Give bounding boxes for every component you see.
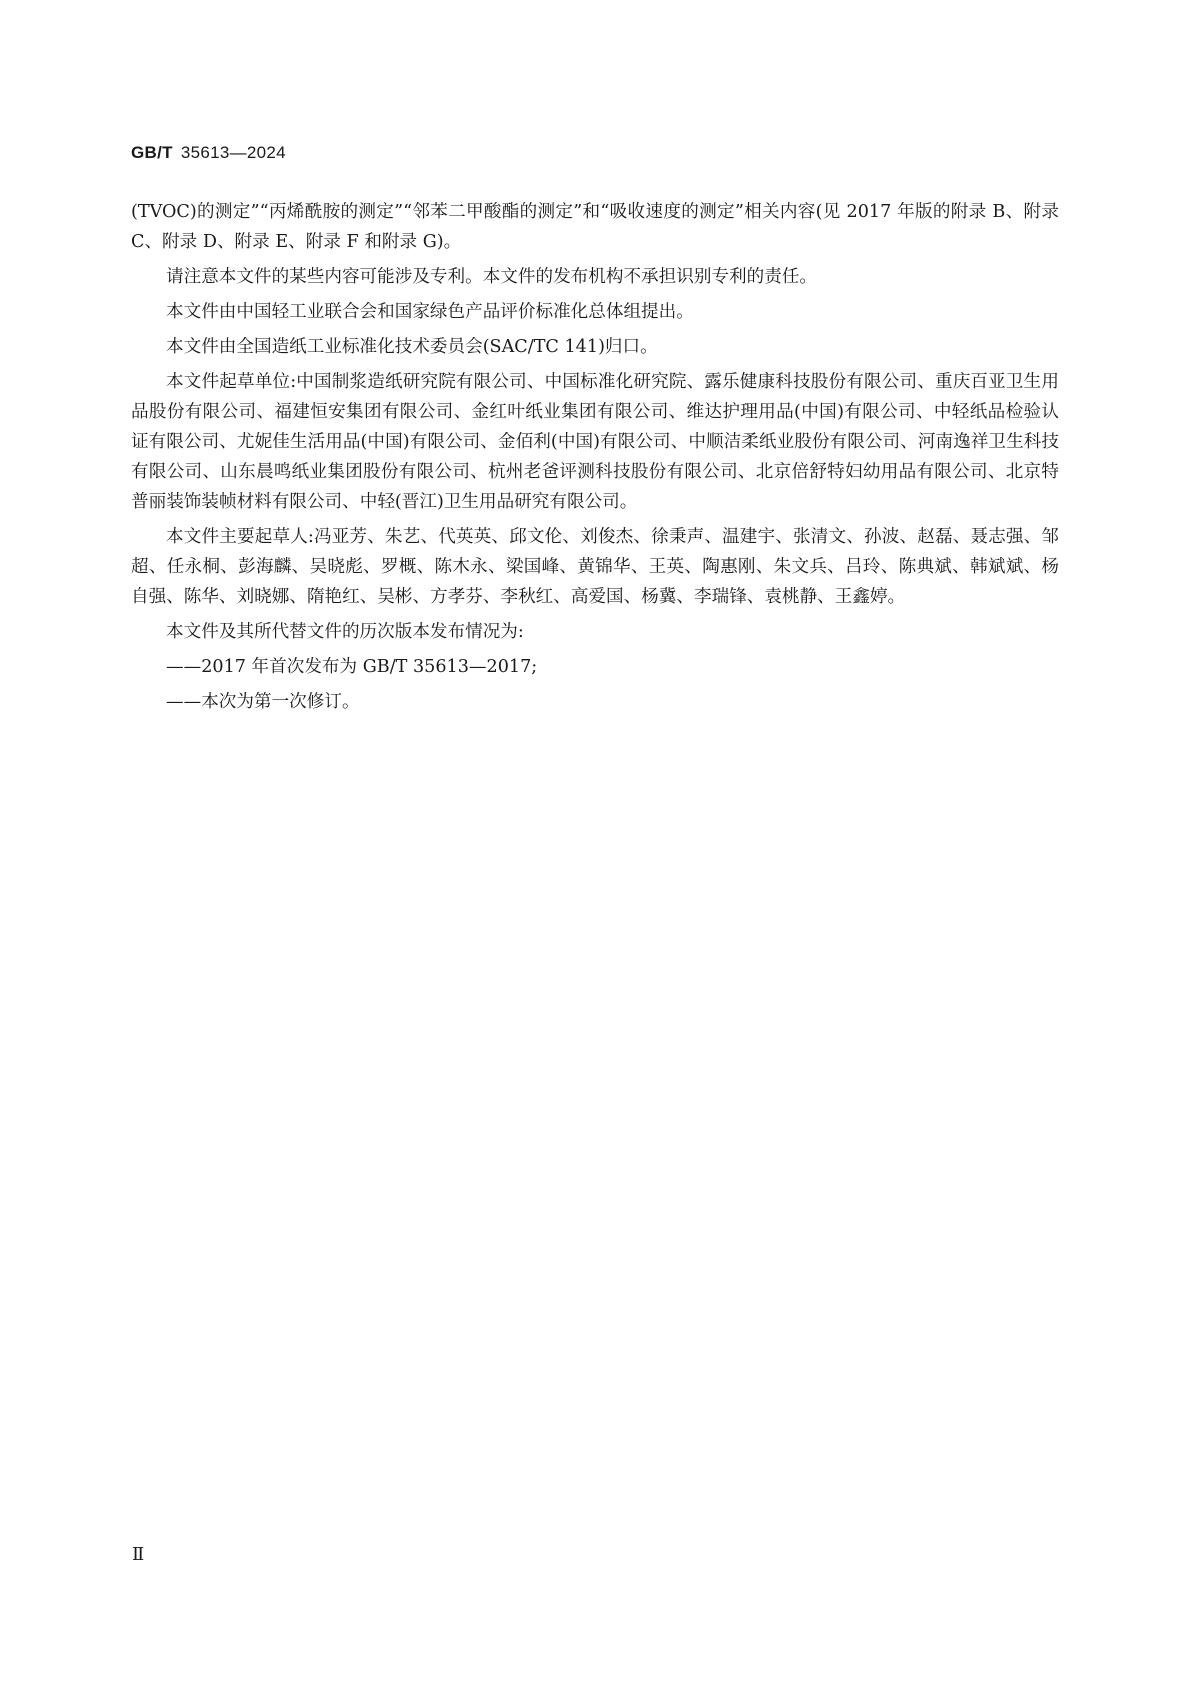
paragraph-continuation: (TVOC)的测定”“丙烯酰胺的测定”“邻苯二甲酸酯的测定”和“吸收速度的测定”相关内容(见 2017 年版的附录 B、附录 C、附录 D、附录 E、附录 F 和附录 G)。 <box>131 202 1059 252</box>
list-item-revision: ——本次为第一次修订。 <box>166 692 360 712</box>
paragraph-version-history: 本文件及其所代替文件的历次版本发布情况为: <box>166 622 524 642</box>
standard-code: GB/T <box>131 143 173 162</box>
standard-number: 35613—2024 <box>180 143 286 162</box>
paragraph-committee: 本文件由全国造纸工业标准化技术委员会(SAC/TC 141)归口。 <box>166 337 658 357</box>
foreword-body <box>131 197 1059 722</box>
list-item-first-release: ——2017 年首次发布为 GB/T 35613—2017; <box>166 657 538 677</box>
paragraph-proposer: 本文件由中国轻工业联合会和国家绿色产品评价标准化总体组提出。 <box>166 302 694 322</box>
paragraph-drafting-units: 本文件起草单位:中国制浆造纸研究院有限公司、中国标准化研究院、露乐健康科技股份有限公司、重庆百亚卫生用品股份有限公司、福建恒安集团有限公司、金红叶纸业集团有限公司、维达护理用品(中国)有限公司、中轻纸品检验认证有限公司、尤妮佳生活用品(中国)有限公司、金佰利(中国)有限公司、中顺洁柔纸业股份有限公司、河南逸祥卫生科技有限公司、山东晨鸣纸业集团股份有限公司、杭州老爸评测科技股份有限公司、北京倍舒特妇幼用品有限公司、北京特普丽装饰装帧材料有限公司、中轻(晋江)卫生用品研究有限公司。 <box>131 372 1059 512</box>
paragraph-patent-notice: 请注意本文件的某些内容可能涉及专利。本文件的发布机构不承担识别专利的责任。 <box>166 267 817 287</box>
document-header <box>131 143 286 163</box>
page-number: Ⅱ <box>132 1544 145 1565</box>
paragraph-drafters: 本文件主要起草人:冯亚芳、朱艺、代英英、邱文伦、刘俊杰、徐秉声、温建宇、张清文、孙波、赵磊、聂志强、邹超、任永桐、彭海麟、吴晓彪、罗概、陈木永、梁国峰、黄锦华、王英、陶惠刚、朱文兵、吕玲、陈典斌、韩斌斌、杨自强、陈华、刘晓娜、隋艳红、吴彬、方孝芬、李秋红、高爱国、杨冀、李瑞锋、袁桃静、王鑫婷。 <box>131 527 1059 607</box>
